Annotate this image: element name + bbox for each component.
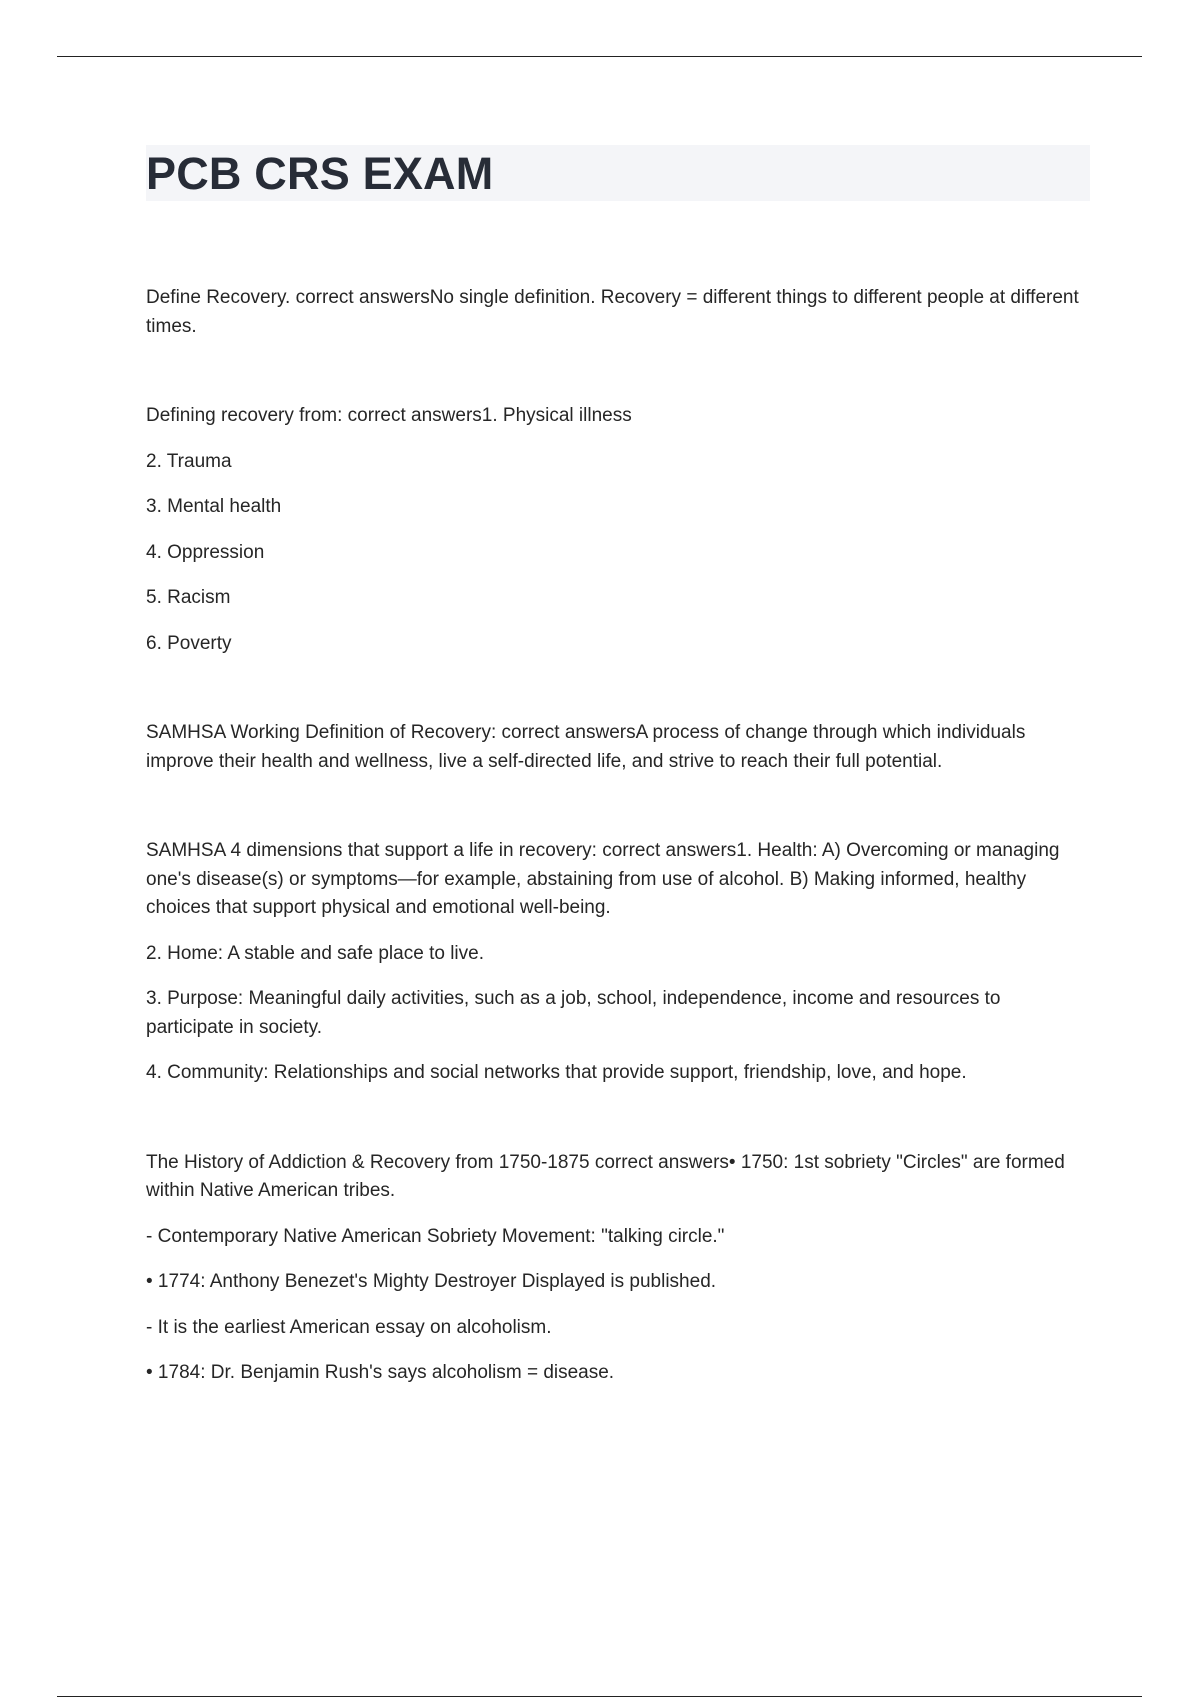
qa-paragraph: - Contemporary Native American Sobriety Movement: "talking circle." <box>146 1225 725 1247</box>
qa-paragraph: Defining recovery from: correct answers1. Physical illness <box>146 405 632 426</box>
qa-paragraph: 4. Oppression <box>146 541 265 563</box>
page-title: PCB CRS EXAM <box>146 147 494 199</box>
page-content <box>146 145 1090 1388</box>
footer-rule <box>57 1696 1142 1697</box>
qa-item <box>146 284 1090 341</box>
qa-paragraph: - It is the earliest American essay on alcoholism. <box>146 1316 552 1338</box>
qa-paragraph: 4. Community: Relationships and social networks that provide support, friendship, love, and hope. <box>146 1062 967 1083</box>
qa-item <box>146 402 1090 658</box>
qa-paragraph: The History of Addiction & Recovery from 1750-1875 correct answers• 1750: 1st sobriety "Circles" are formed within Native American tribes. <box>146 1151 1065 1201</box>
qa-item <box>146 837 1090 1088</box>
qa-item <box>146 719 1090 776</box>
qa-paragraph: • 1784: Dr. Benjamin Rush's says alcoholism = disease. <box>146 1362 615 1383</box>
qa-paragraph: 2. Home: A stable and safe place to live. <box>146 942 484 964</box>
qa-item <box>146 1149 1090 1388</box>
qa-paragraph: 3. Purpose: Meaningful daily activities, such as a job, school, independence, income and resources to participate in society. <box>146 988 1001 1038</box>
qa-paragraph: • 1774: Anthony Benezet's Mighty Destroyer Displayed is published. <box>146 1271 717 1292</box>
qa-paragraph: SAMHSA Working Definition of Recovery: correct answersA process of change through which individuals improve their health and wellness, live a self-directed life, and strive to reach their full potential. <box>146 722 1026 772</box>
qa-paragraph: Define Recovery. correct answersNo single definition. Recovery = different things to different people at different times. <box>146 287 1079 337</box>
header-rule <box>57 56 1142 57</box>
qa-paragraph: 6. Poverty <box>146 632 232 654</box>
title-band <box>146 145 1090 201</box>
qa-paragraph: 3. Mental health <box>146 496 282 517</box>
qa-paragraph: 5. Racism <box>146 587 231 608</box>
qa-paragraph: 2. Trauma <box>146 450 232 472</box>
qa-paragraph: SAMHSA 4 dimensions that support a life in recovery: correct answers1. Health: A) Overcoming or managing one's disease(s) or symptoms—for example, abstaining from use of alcohol. B) Making informed, healthy choices that support physical and emotional well-being. <box>146 840 1060 918</box>
